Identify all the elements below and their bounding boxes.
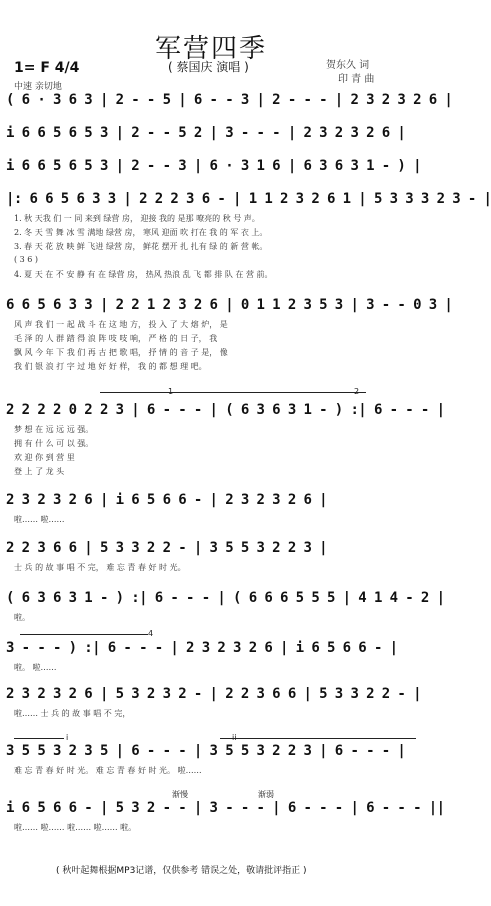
notation-row: 2 3 2 3 2 6 | i 6 5 6 6 - | 2 3 2 3 2 6 | bbox=[6, 492, 327, 508]
volta-mark: 1 bbox=[168, 387, 174, 396]
lyric-line: 士 兵 的 故 事 唱 不 完， 难 忘 青 春 好 时 光。 bbox=[14, 563, 186, 572]
lyric-line: 登 上 了 龙 头 bbox=[14, 467, 65, 476]
volta-mark: 渐弱 bbox=[258, 790, 274, 799]
volta-bracket bbox=[14, 738, 64, 739]
lyric-line: 2. 冬 天 雪 舞 冰 雪 满地 绿营 房， 寒风 迎面 吹 打在 我 的 军 衣 上。 bbox=[14, 228, 268, 237]
song-title: 军营四季 bbox=[154, 34, 267, 64]
lyric-line: 啦…… 啦…… bbox=[14, 515, 65, 524]
notation-row: i 6 6 5 6 5 3 | 2 - - 3 | 6 · 3 1 6 | 6 3 6 3 1 - ) | bbox=[6, 158, 421, 174]
lyric-line: 难 忘 青 春 好 时 光。 难 忘 青 春 好 时 光。 啦…… bbox=[14, 766, 202, 775]
notation-row: 2 3 2 3 2 6 | 5 3 2 3 2 - | 2 2 3 6 6 | 5 3 3 2 2 - | bbox=[6, 686, 421, 702]
volta-bracket bbox=[222, 392, 366, 393]
lyric-line: 欢 迎 你 到 营 里 bbox=[14, 453, 75, 462]
volta-mark: 2 bbox=[354, 387, 360, 396]
volta-mark: 渐慢 bbox=[172, 790, 188, 799]
footer-note: ( 秋叶起舞根据MP3记谱，仅供参考 错误之处，敬请批评指正 ) bbox=[56, 866, 307, 876]
notation-row: 3 5 5 3 2 3 5 | 6 - - - | 3 5 5 3 2 2 3 | 6 - - - | bbox=[6, 743, 406, 759]
lyric-line: 4. 夏 天 在 不 安 静 有 在 绿营 房， 热风 热浪 乱 飞 都 排 队 在 营 前。 bbox=[14, 270, 273, 279]
notation-row: 3 - - - ) :| 6 - - - | 2 3 2 3 2 6 | i 6 5 6 6 - | bbox=[6, 640, 398, 656]
volta-bracket bbox=[20, 634, 148, 635]
lyric-line: 啦。 bbox=[14, 613, 30, 622]
notation-row: ( 6 3 6 3 1 - ) :| 6 - - - | ( 6 6 6 5 5 5 | 4 1 4 - 2 | bbox=[6, 590, 445, 606]
key-signature: 1= F 4/4 bbox=[14, 60, 80, 76]
volta-mark: i bbox=[66, 733, 69, 742]
lyric-line: 拥 有 什 么 可 以 强。 bbox=[14, 439, 94, 448]
lyric-line: 风 声 我 们 一 起 战 斗 在 这 地 方， 投 入 了 大 熔 炉， 是 bbox=[14, 320, 228, 329]
lyric-line: 啦。 啦…… bbox=[14, 663, 57, 672]
notation-row: |: 6 6 5 6 3 3 | 2 2 2 3 6 - | 1 1 2 3 2 6 1 | 5 3 3 3 2 3 - | bbox=[6, 191, 491, 207]
notation-row: 6 6 5 6 3 3 | 2 2 1 2 3 2 6 | 0 1 1 2 3 5 3 | 3 - - 0 3 | bbox=[6, 297, 453, 313]
notation-row: 2 2 3 6 6 | 5 3 3 2 2 - | 3 5 5 3 2 2 3 | bbox=[6, 540, 327, 556]
volta-mark: ii bbox=[232, 733, 237, 742]
singer-credit: ( 蔡国庆 演唱 ) bbox=[168, 60, 249, 74]
notation-row: 2 2 2 2 0 2 2 3 | 6 - - - | ( 6 3 6 3 1 - ) :| 6 - - - | bbox=[6, 402, 445, 418]
volta-mark: 4 bbox=[148, 629, 154, 638]
lyric-line: 3. 春 天 花 放 映 鲜 飞进 绿营 房， 鲜花 摆开 扎 扎有 绿 的 新 营 帐。 bbox=[14, 242, 268, 251]
lyric-line: 1. 秋 天我 们 一 同 来到 绿营 房， 迎接 我的 是那 嘹亮的 秋 号 声。 bbox=[14, 214, 260, 223]
lyric-line: 飘 风 今 年 下 我 们 再 古 把 歌 唱， 抒 情 的 音 子 是， 像 bbox=[14, 348, 228, 357]
notation-row: i 6 6 5 6 5 3 | 2 - - 5 2 | 3 - - - | 2 3 2 3 2 6 | bbox=[6, 125, 406, 141]
composer-credit: 印 青 曲 bbox=[338, 74, 375, 85]
lyric-line: 我 们 银 浪 打 字 过 地 好 好 样， 我 的 都 想 理 吧。 bbox=[14, 362, 207, 371]
lyric-line: 毛 泽 的 人 群 踏 得 浪 阵 吱 吱 响， 严 格 的 日 子， 我 bbox=[14, 334, 218, 343]
notation-row: i 6 5 6 6 - | 5 3 2 - - | 3 - - - | 6 - - - | 6 - - - || bbox=[6, 800, 445, 816]
tempo-marking: 中速 亲切地 bbox=[14, 82, 62, 92]
lyric-line: 梦 想 在 远 远 远 强。 bbox=[14, 425, 94, 434]
lyric-line: ( 3 6 ) bbox=[14, 255, 39, 264]
volta-bracket bbox=[220, 738, 416, 739]
notation-row: ( 6 · 3 6 3 | 2 - - 5 | 6 - - 3 | 2 - - - | 2 3 2 3 2 6 | bbox=[6, 92, 453, 108]
lyric-line: 啦…… 啦…… 啦…… 啦…… 啦。 bbox=[14, 823, 137, 832]
lyricist-credit: 贺东久 词 bbox=[326, 60, 370, 71]
lyric-line: 啦…… 士 兵 的 故 事 唱 不 完， bbox=[14, 709, 131, 718]
